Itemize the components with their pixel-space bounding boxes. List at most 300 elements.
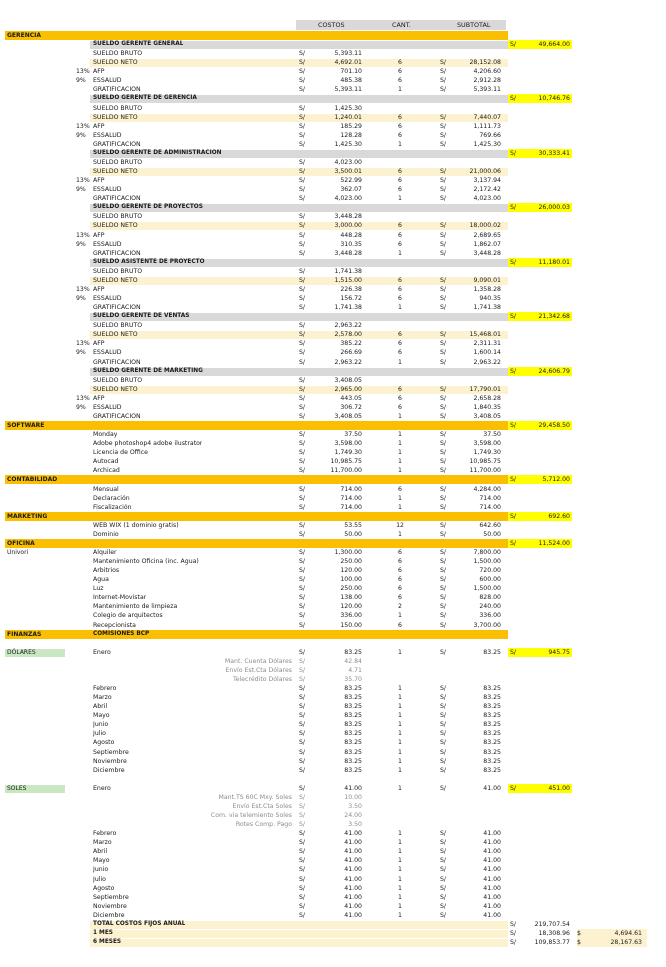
- table-row: [0, 430, 666, 439]
- cost-value: 41.00: [344, 893, 362, 901]
- row-label: ESSALUD: [93, 295, 122, 303]
- table-row: [0, 584, 666, 593]
- table-row: [0, 639, 666, 648]
- currency-symbol: S/: [299, 113, 306, 121]
- table-row: [0, 911, 666, 920]
- cost-value: 714.00: [340, 485, 362, 493]
- group-total-value: 109,853.77: [534, 939, 570, 946]
- section-label: SOFTWARE: [7, 422, 45, 429]
- quantity-value: 6: [398, 621, 402, 629]
- subtotal-value: 28,152.08: [469, 59, 501, 67]
- currency-symbol: S/: [440, 231, 447, 239]
- quantity-value: 1: [398, 739, 402, 747]
- note-row: [0, 657, 666, 666]
- currency-symbol: S/: [299, 131, 306, 139]
- section-label: MARKETING: [7, 512, 48, 520]
- quantity-value: 1: [398, 530, 402, 538]
- currency-symbol: S/: [299, 875, 306, 883]
- subsection-label: 1 MES: [93, 929, 113, 936]
- subtotal-value: 41.00: [483, 875, 501, 883]
- row-label: Alquiler: [93, 548, 117, 556]
- currency-symbol: S/: [440, 340, 447, 348]
- currency-symbol: S/: [299, 911, 306, 919]
- currency-symbol: S/: [299, 530, 306, 538]
- currency-symbol: S/: [299, 548, 306, 556]
- cost-value: 226.38: [340, 285, 362, 293]
- quantity-value: 1: [398, 839, 402, 847]
- table-row: [0, 503, 666, 512]
- currency-symbol: S/: [299, 231, 306, 239]
- subtotal-value: 11,700.00: [469, 467, 501, 475]
- currency-symbol: S/: [440, 285, 447, 293]
- table-row: [0, 838, 666, 847]
- percent-label: 13%: [76, 231, 90, 239]
- quantity-value: 1: [398, 830, 402, 838]
- table-row: [0, 602, 666, 611]
- quantity-value: 6: [398, 394, 402, 402]
- percent-label: 9%: [76, 240, 86, 248]
- row-label: Diciembre: [93, 766, 125, 774]
- currency-symbol: S/: [299, 902, 306, 910]
- subtotal-value: 41.00: [483, 866, 501, 874]
- subsection-label: SUELDO GERENTE DE PROYECTOS: [93, 204, 203, 211]
- quantity-value: 1: [398, 694, 402, 702]
- currency-symbol: S/: [299, 394, 306, 402]
- quantity-value: 6: [398, 113, 402, 121]
- cost-value: 250.00: [340, 585, 362, 593]
- subtotal-value: 83.25: [483, 721, 501, 729]
- currency-symbol: S/: [299, 195, 306, 203]
- row-label: ESSALUD: [93, 403, 122, 411]
- subsection-row: [0, 94, 666, 103]
- currency-symbol: S/: [299, 821, 306, 829]
- group-total-value: 26,000.03: [538, 204, 570, 212]
- currency-symbol: S/: [510, 648, 517, 656]
- cost-value: 41.00: [344, 848, 362, 856]
- quantity-value: 1: [398, 412, 402, 420]
- row-label: SUELDO NETO: [93, 385, 138, 393]
- cost-value: 83.25: [344, 739, 362, 747]
- quantity-value: 6: [398, 594, 402, 602]
- currency-symbol: S/: [299, 186, 306, 194]
- currency-symbol: S/: [299, 403, 306, 411]
- row-label: GRATIFICACION: [93, 358, 141, 366]
- currency-symbol: S/: [299, 712, 306, 720]
- currency-symbol: S/: [299, 730, 306, 738]
- table-row: [0, 394, 666, 403]
- quantity-value: 6: [398, 186, 402, 194]
- quantity-value: 1: [398, 875, 402, 883]
- group-total-value: 21,342.68: [538, 313, 570, 321]
- currency-symbol: S/: [510, 41, 517, 49]
- group-total-value: 219,707.54: [534, 920, 570, 928]
- table-row: [0, 757, 666, 766]
- cost-value: 41.00: [344, 839, 362, 847]
- row-label: Licencia de Office: [93, 449, 148, 457]
- subtotal-value: 5,393.11: [473, 86, 501, 94]
- note-label: Mant.TS 60C Mxy. Soles: [218, 793, 292, 801]
- table-row: [0, 167, 666, 176]
- subsection-label: SUELDO GERENTE DE ADMINISTRACIÓN: [93, 149, 222, 156]
- row-label: Febrero: [93, 830, 117, 838]
- note-row: [0, 675, 666, 684]
- cost-value: 100.00: [340, 576, 362, 584]
- cost-value: 41.00: [344, 884, 362, 892]
- subtotal-value: 642.60: [479, 521, 501, 529]
- table-row: [0, 684, 666, 693]
- quantity-value: 6: [398, 68, 402, 76]
- quantity-value: 1: [398, 748, 402, 756]
- table-row: [0, 185, 666, 194]
- cost-value: 41.00: [344, 902, 362, 910]
- currency-symbol: S/: [299, 168, 306, 176]
- row-label: Monday: [93, 431, 118, 439]
- cost-value: 4,023.00: [334, 158, 362, 166]
- currency-symbol: S/: [510, 95, 517, 103]
- cost-value: 83.25: [344, 757, 362, 765]
- currency-symbol: $: [577, 929, 581, 937]
- currency-symbol: S/: [440, 857, 447, 865]
- cost-value: 3,448.28: [334, 249, 362, 257]
- quantity-value: 1: [398, 195, 402, 203]
- currency-symbol: S/: [299, 276, 306, 284]
- currency-symbol: S/: [440, 911, 447, 919]
- cost-value: 185.29: [340, 122, 362, 130]
- row-label: Mensual: [93, 485, 119, 493]
- quantity-value: 1: [398, 304, 402, 312]
- row-label: SUELDO BRUTO: [93, 322, 143, 330]
- currency-symbol: S/: [440, 612, 447, 620]
- currency-symbol: S/: [440, 766, 447, 774]
- currency-symbol: S/: [299, 521, 306, 529]
- currency-symbol: S/: [440, 177, 447, 185]
- currency-symbol: S/: [299, 285, 306, 293]
- currency-symbol: S/: [440, 494, 447, 502]
- currency-symbol: S/: [299, 104, 306, 112]
- table-row: [0, 530, 666, 539]
- note-label: Mant. Cuenta Dólares: [224, 657, 292, 665]
- quantity-value: 6: [398, 548, 402, 556]
- currency-symbol: S/: [510, 512, 517, 520]
- subtotal-value: 83.25: [483, 685, 501, 693]
- quantity-value: 6: [398, 231, 402, 239]
- highlight-band: [90, 930, 508, 938]
- table-row: [0, 67, 666, 76]
- cost-value: 1,300.00: [334, 548, 362, 556]
- group-total-value: 451.00: [548, 784, 570, 792]
- row-label: Fiscalización: [93, 503, 132, 511]
- currency-symbol: S/: [299, 703, 306, 711]
- subtotal-value: 3,700.00: [473, 621, 501, 629]
- cost-value: 128.28: [340, 131, 362, 139]
- quantity-value: 6: [398, 349, 402, 357]
- cost-value: 41.00: [344, 866, 362, 874]
- cost-value: 53.55: [344, 521, 362, 529]
- currency-symbol: S/: [440, 521, 447, 529]
- currency-symbol: S/: [299, 340, 306, 348]
- currency-symbol: S/: [440, 485, 447, 493]
- row-label: ESSALUD: [93, 131, 122, 139]
- cost-value: 83.25: [344, 712, 362, 720]
- quantity-value: 1: [398, 902, 402, 910]
- currency-symbol: S/: [299, 440, 306, 448]
- currency-symbol: S/: [299, 267, 306, 275]
- subtotal-value: 83.25: [483, 648, 501, 656]
- quantity-value: 6: [398, 340, 402, 348]
- cost-value: 83.25: [344, 730, 362, 738]
- table-row: [0, 829, 666, 838]
- table-row: [0, 648, 666, 657]
- table-row: [0, 457, 666, 466]
- currency-symbol: S/: [440, 86, 447, 94]
- currency-symbol: S/: [440, 748, 447, 756]
- table-row: [0, 249, 666, 258]
- cost-value: 41.00: [344, 784, 362, 792]
- currency-symbol: S/: [440, 585, 447, 593]
- section-band: [5, 421, 508, 430]
- subtotal-value: 4,284.00: [473, 485, 501, 493]
- table-row: [0, 140, 666, 149]
- cost-value: 83.25: [344, 648, 362, 656]
- subtotal-value: 83.25: [483, 703, 501, 711]
- row-label: Noviembre: [93, 902, 127, 910]
- row-label: Noviembre: [93, 757, 127, 765]
- group-total-value: 30,333.41: [538, 149, 570, 157]
- currency-symbol: S/: [510, 367, 517, 375]
- currency-symbol: S/: [299, 50, 306, 58]
- table-row: [0, 485, 666, 494]
- row-label: Julio: [93, 730, 106, 738]
- row-label: Archicad: [93, 467, 120, 475]
- currency-symbol: S/: [299, 694, 306, 702]
- table-row: [0, 738, 666, 747]
- currency-symbol: S/: [299, 594, 306, 602]
- table-row: [0, 285, 666, 294]
- row-label: Luz: [93, 585, 104, 593]
- cost-value: 24.00: [344, 812, 362, 820]
- cost-value: 41.00: [344, 875, 362, 883]
- row-label: Declaración: [93, 494, 130, 502]
- table-row: [0, 766, 666, 775]
- table-row: [0, 276, 666, 285]
- quantity-value: 1: [398, 857, 402, 865]
- row-label: AFP: [93, 68, 105, 76]
- table-row: [0, 575, 666, 584]
- quantity-value: 6: [398, 385, 402, 393]
- currency-symbol: S/: [440, 621, 447, 629]
- cost-value: 714.00: [340, 503, 362, 511]
- subtotal-value: 600.00: [479, 576, 501, 584]
- row-label: AFP: [93, 394, 105, 402]
- cost-value: 41.00: [344, 830, 362, 838]
- table-row: [0, 593, 666, 602]
- currency-symbol: S/: [440, 848, 447, 856]
- table-row: [0, 158, 666, 167]
- quantity-value: 1: [398, 467, 402, 475]
- table-row: [0, 902, 666, 911]
- subtotal-value: 37.50: [483, 431, 501, 439]
- row-label: Autocad: [93, 458, 119, 466]
- currency-symbol: S/: [510, 204, 517, 212]
- row-label: Agua: [93, 576, 109, 584]
- usd-total-value: 28,167.63: [610, 939, 642, 946]
- quantity-value: 1: [398, 866, 402, 874]
- cost-value: 10.00: [344, 793, 362, 801]
- header-subtotal: SUBTOTAL: [457, 21, 491, 29]
- currency-symbol: S/: [299, 322, 306, 330]
- currency-symbol: S/: [440, 140, 447, 148]
- row-label: SUELDO NETO: [93, 331, 138, 339]
- section-band: [5, 539, 508, 548]
- row-label: AFP: [93, 177, 105, 185]
- cost-value: 3,500.01: [334, 168, 362, 176]
- currency-symbol: S/: [299, 177, 306, 185]
- section-row: [0, 630, 666, 639]
- currency-symbol: S/: [510, 258, 517, 266]
- subtotal-value: 2,311.31: [473, 340, 501, 348]
- subtotal-value: 240.00: [479, 603, 501, 611]
- quantity-value: 6: [398, 576, 402, 584]
- quantity-value: 6: [398, 131, 402, 139]
- subsection-row: [0, 203, 666, 212]
- quantity-value: 6: [398, 567, 402, 575]
- currency-symbol: S/: [299, 648, 306, 656]
- currency-symbol: S/: [299, 675, 306, 683]
- table-row: [0, 439, 666, 448]
- table-row: [0, 448, 666, 457]
- cost-value: 150.00: [340, 621, 362, 629]
- currency-symbol: S/: [440, 249, 447, 257]
- currency-symbol: S/: [299, 884, 306, 892]
- table-row: [0, 702, 666, 711]
- subtotal-value: 83.25: [483, 748, 501, 756]
- currency-symbol: S/: [299, 839, 306, 847]
- quantity-value: 1: [398, 249, 402, 257]
- subtotal-value: 9,090.01: [473, 276, 501, 284]
- group-total-value: 5,712.00: [542, 476, 570, 484]
- currency-symbol: S/: [440, 721, 447, 729]
- cost-value: 5,393.11: [334, 50, 362, 58]
- table-row: [0, 385, 666, 394]
- currency-symbol: S/: [440, 385, 447, 393]
- cost-value: 156.72: [340, 295, 362, 303]
- section-row: [0, 512, 666, 521]
- quantity-value: 1: [398, 730, 402, 738]
- row-label: Abril: [93, 703, 108, 711]
- row-label: SUELDO NETO: [93, 113, 138, 121]
- currency-symbol: S/: [440, 122, 447, 130]
- subsection-label: COMISIONES BCP: [93, 630, 150, 637]
- quantity-value: 2: [398, 603, 402, 611]
- cost-value: 4,023.00: [334, 195, 362, 203]
- currency-symbol: S/: [510, 539, 517, 547]
- subtotal-value: 41.00: [483, 911, 501, 919]
- section-band: [5, 512, 508, 521]
- table-row: [0, 358, 666, 367]
- currency-symbol: S/: [299, 385, 306, 393]
- currency-symbol: S/: [299, 721, 306, 729]
- subtotal-value: 2,689.65: [473, 231, 501, 239]
- cost-value: 1,515.00: [334, 276, 362, 284]
- note-row: [0, 802, 666, 811]
- quantity-value: 1: [398, 86, 402, 94]
- currency-symbol: S/: [440, 694, 447, 702]
- row-label: Septiembre: [93, 893, 129, 901]
- subtotal-value: 41.00: [483, 784, 501, 792]
- row-label: Mayo: [93, 857, 110, 865]
- currency-symbol: S/: [440, 113, 447, 121]
- currency-symbol: S/: [440, 594, 447, 602]
- quantity-value: 1: [398, 612, 402, 620]
- currency-symbol: S/: [440, 68, 447, 76]
- row-label: SUELDO BRUTO: [93, 213, 143, 221]
- cost-value: 3.50: [348, 802, 362, 810]
- subsection-label: SUELDO GERENTE DE GERENCIA: [93, 95, 197, 102]
- row-label: GRATIFICACION: [93, 412, 141, 420]
- row-label: Febrero: [93, 685, 117, 693]
- header-costos: COSTOS: [318, 21, 345, 29]
- table-row: [0, 775, 666, 784]
- cost-value: 41.00: [344, 911, 362, 919]
- note-label: Rotes Comp. Pago: [235, 821, 292, 829]
- quantity-value: 6: [398, 331, 402, 339]
- cost-value: 714.00: [340, 494, 362, 502]
- row-label: Julio: [93, 875, 106, 883]
- percent-label: 9%: [76, 186, 86, 194]
- cost-value: 522.99: [340, 177, 362, 185]
- section-band: [5, 475, 508, 484]
- section-row: [0, 31, 666, 40]
- note-label: Telecrédito Dólares: [233, 675, 292, 683]
- quantity-value: 6: [398, 222, 402, 230]
- quantity-value: 1: [398, 458, 402, 466]
- subtotal-value: 41.00: [483, 893, 501, 901]
- subtotal-value: 17,790.01: [469, 385, 501, 393]
- cost-value: 250.00: [340, 558, 362, 566]
- row-label: Abril: [93, 848, 108, 856]
- cost-value: 83.25: [344, 703, 362, 711]
- row-group-label: Univori: [7, 548, 29, 556]
- quantity-value: 1: [398, 766, 402, 774]
- row-label: Colegio de arquitectos: [93, 612, 163, 620]
- cost-value: 1,741.38: [334, 267, 362, 275]
- currency-symbol: S/: [510, 476, 517, 484]
- currency-symbol: S/: [440, 412, 447, 420]
- cost-value: 3,448.28: [334, 213, 362, 221]
- row-label: GRATIFICACION: [93, 195, 141, 203]
- group-total-value: 11,524.00: [538, 539, 570, 547]
- currency-symbol: S/: [510, 929, 517, 937]
- currency-symbol: S/: [440, 304, 447, 312]
- currency-symbol: S/: [299, 349, 306, 357]
- row-label: SUELDO NETO: [93, 222, 138, 230]
- row-label: AFP: [93, 231, 105, 239]
- table-row: [0, 865, 666, 874]
- cost-value: 385.22: [340, 340, 362, 348]
- percent-label: 9%: [76, 349, 86, 357]
- subsection-row: [0, 312, 666, 321]
- cost-value: 3,000.00: [334, 222, 362, 230]
- cost-value: 4.71: [348, 666, 362, 674]
- table-row: [0, 376, 666, 385]
- table-row: [0, 85, 666, 94]
- subtotal-value: 336.00: [479, 612, 501, 620]
- row-label: Mantenimiento Oficina (inc. Agua): [93, 558, 199, 566]
- cost-value: 310.35: [340, 240, 362, 248]
- subtotal-value: 1,741.38: [473, 304, 501, 312]
- currency-symbol: S/: [299, 431, 306, 439]
- quantity-value: 1: [398, 431, 402, 439]
